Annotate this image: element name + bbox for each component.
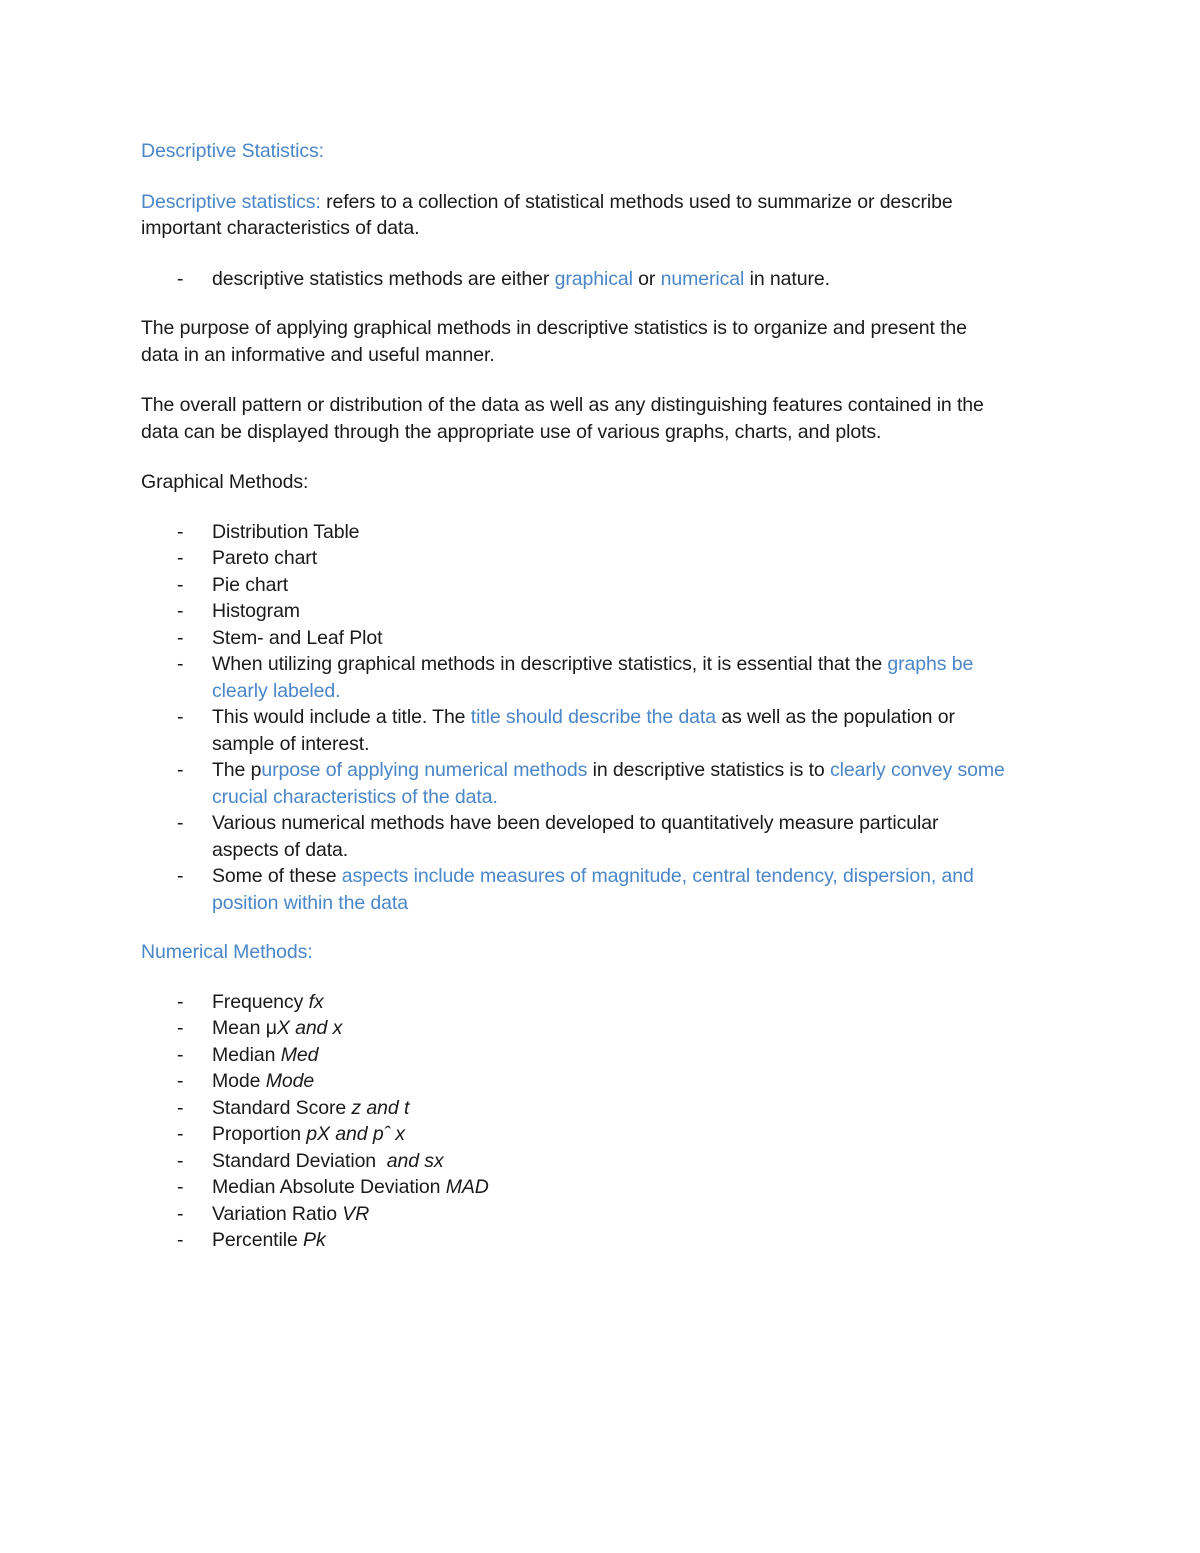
graphical-term: graphical [554,267,633,290]
list-item: - Proportion pX and pˆ x [177,1123,405,1145]
list-item: - Median Absolute Deviation MAD [177,1176,489,1198]
purpose-paragraph: The purpose of applying graphical methods in descriptive statistics is to organize and present the data in an informative and useful manner. [141,317,967,366]
document-content [141,138,1071,1254]
list-item: - Pareto chart [177,547,318,569]
list-item: - Mean μX and x [177,1017,343,1039]
list-item: - Percentile Pk [177,1229,326,1251]
numerical-methods-list [141,989,1071,1254]
definition-term: Descriptive statistics: [141,190,321,213]
definition-text-cont: important characteristics of data. [141,217,420,239]
numerical-term: numerical [660,267,745,290]
list-item: - Variation Ratio VR [177,1202,370,1225]
nature-bullet: - descriptive statistics methods are either graphical or numerical in nature. [141,266,1071,293]
list-item: - Pie chart [177,573,289,596]
list-item-title-note: - This would include a title. The title should describe the data as well as the population or sample of interest. [177,706,955,755]
section-heading-numerical-methods: Numerical Methods: [141,941,313,963]
list-item: - Histogram [177,600,300,622]
graphical-methods-list [141,519,1071,917]
list-item: - Median Med [177,1043,319,1066]
overall-pattern-paragraph: The overall pattern or distribution of the data as well as any distinguishing features contained in the data can be displayed through the appropriate use of various graphs, charts, and plots. [141,394,984,443]
list-item-numerical-purpose: - The purpose of applying numerical methods in descriptive statistics is to clearly convey some crucial characteristics of the data. [177,759,1005,808]
list-item: - Standard Score z and t [177,1096,410,1119]
bullet-dash: - [177,267,184,290]
list-item: - Distribution Table [177,520,360,543]
definition-paragraph [141,189,1071,242]
list-item: - Mode Mode [177,1070,315,1092]
section-heading-descriptive-statistics: Descriptive Statistics: [141,140,324,162]
list-item-labeling-note: - When utilizing graphical methods in descriptive statistics, it is essential that the graphs be clearly labeled. [177,653,974,702]
definition-text: refers to a collection of statistical methods used to summarize or describe [320,190,953,213]
list-item-various-methods: - Various numerical methods have been developed to quantitatively measure particular aspects of data. [177,812,939,861]
section-heading-graphical-methods: Graphical Methods: [141,471,309,493]
list-item: - Standard Deviation and sx [177,1149,444,1172]
list-item: - Stem- and Leaf Plot [177,626,383,649]
list-item: - Frequency fx [177,990,324,1013]
list-item-aspects: - Some of these aspects include measures of magnitude, central tendency, dispersion, and position within the data [177,865,974,914]
